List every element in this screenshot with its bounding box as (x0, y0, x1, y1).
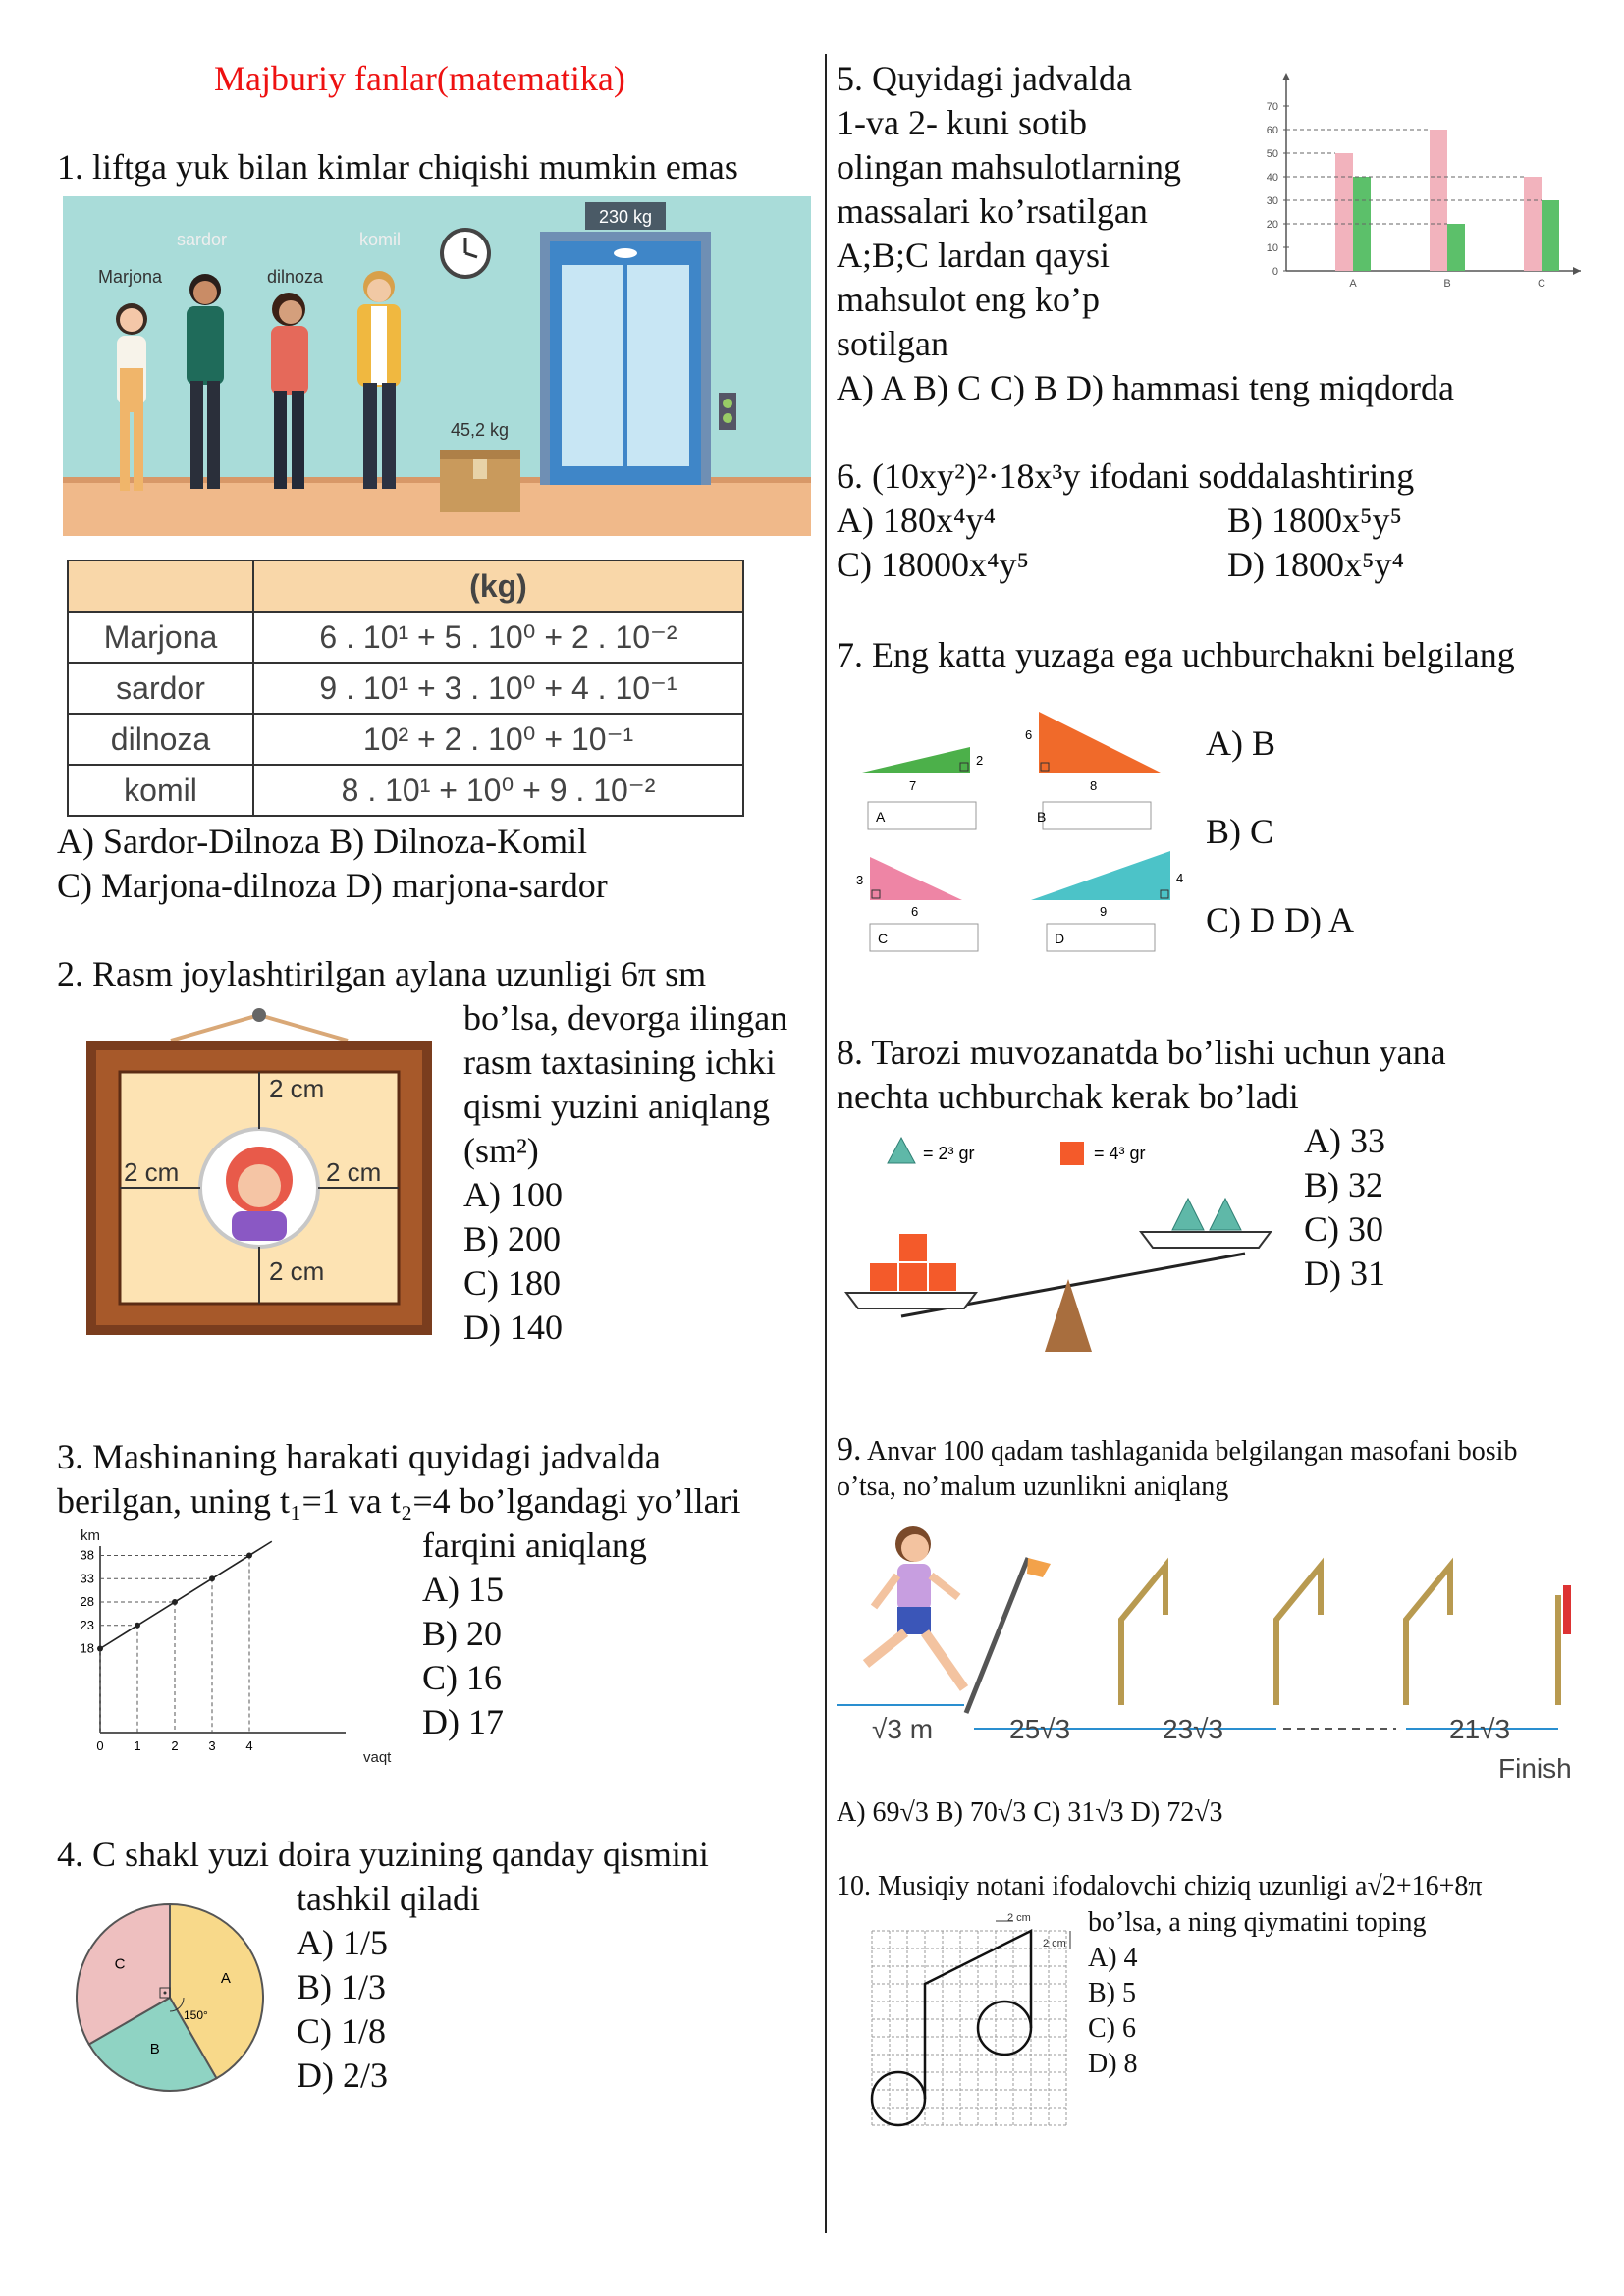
table-cell: Marjona (68, 612, 253, 663)
y-axis-label: km (81, 1527, 100, 1544)
grid-label: 2 cm (1007, 1912, 1031, 1924)
balance-scale (842, 1134, 1284, 1360)
q4-line2: tashkil qiladi (297, 1879, 480, 1918)
bar (1542, 200, 1559, 271)
bar (1524, 177, 1542, 271)
q7-option-line: C) D D) A (1206, 900, 1354, 939)
track-label: √3 m (872, 1714, 934, 1744)
y-tick-label: 33 (80, 1571, 94, 1586)
weights-table (67, 560, 744, 817)
q9-line2: o’tsa, no’malum uzunlikni aniqlang (837, 1471, 1229, 1502)
y-tick-label: 60 (1266, 125, 1278, 136)
q3-line3: farqini aniqlang (422, 1525, 647, 1565)
q1-text: 1. liftga yuk bilan kimlar chiqishi mumkin emas (57, 147, 738, 187)
q5-text-line: olingan mahsulotlarning (837, 147, 1181, 187)
q8-line1: 8. Tarozi muvozanatda bo’lishi uchun yana (837, 1033, 1446, 1072)
q3-line2: berilgan, uning t₁=1 va t₂=4 bo’lgandagi yo’llari (57, 1481, 741, 1521)
triangles-figure (854, 712, 1198, 957)
q4-option-d: D) 2/3 (297, 2056, 388, 2095)
distance-time-chart (69, 1526, 412, 1782)
y-tick-label: 40 (1266, 172, 1278, 184)
note-head (872, 2072, 925, 2125)
triangle-b (1039, 712, 1161, 773)
q5-text-line: sotilgan (837, 324, 948, 363)
answer-box-b (1043, 802, 1151, 829)
y-tick-label: 30 (1266, 195, 1278, 207)
q3-line1: 3. Mashinaning harakati quyidagi jadvalda (57, 1437, 661, 1476)
frame-dim-label: 2 cm (269, 1256, 325, 1286)
triangle-height: 4 (1176, 871, 1184, 885)
triangle-label: D (1055, 931, 1065, 946)
start-flag-pole (966, 1558, 1028, 1713)
person-label: sardor (177, 230, 228, 249)
table-cell: komil (68, 765, 253, 816)
frame-illustration (82, 1001, 436, 1345)
q1-options-line1: A) Sardor-Dilnoza B) Dilnoza-Komil (57, 822, 588, 861)
q4-option-a: A) 1/5 (297, 1923, 388, 1962)
triangle-label: C (878, 931, 889, 946)
grid-label: 2 cm (1043, 1938, 1066, 1949)
triangle-base: 8 (1090, 778, 1098, 793)
q1-options-line2: C) Marjona-dilnoza D) marjona-sardor (57, 866, 608, 905)
elevator (540, 232, 711, 485)
q10-option-d: D) 8 (1088, 2049, 1138, 2079)
table-cell: 8 . 10¹ + 10⁰ + 9 . 10⁻² (253, 765, 743, 816)
q5-text-line: massalari ko’rsatilgan (837, 191, 1148, 231)
triangle-label: B (1037, 809, 1047, 825)
q7-text: 7. Eng katta yuzaga ega uchburchakni belgilang (837, 635, 1515, 674)
frame-dim-label: 2 cm (269, 1074, 325, 1103)
triangle-d (1031, 851, 1170, 900)
q2-text-line: bo’lsa, devorga ilingan (463, 998, 788, 1038)
x-tick-label: B (1443, 278, 1451, 290)
finish-label: Finish (1498, 1753, 1572, 1784)
q10-option-c: C) 6 (1088, 2013, 1136, 2044)
q3-option-d: D) 17 (422, 1702, 504, 1741)
note-head (978, 2002, 1031, 2055)
table-cell: dilnoza (68, 714, 253, 765)
q6-text: 6. (10xy²)²·18x³y ifodani soddalashtiring (837, 456, 1415, 496)
q3-option-a: A) 15 (422, 1570, 504, 1609)
triangle-base: 7 (909, 778, 917, 793)
triangle-a (862, 747, 970, 773)
slice-label: C (114, 1955, 126, 1973)
q8-option-c: C) 30 (1304, 1209, 1383, 1249)
y-tick-label: 23 (80, 1617, 94, 1632)
q4-option-c: C) 1/8 (297, 2011, 387, 2051)
x-tick-label: 1 (134, 1738, 141, 1753)
q2-option-c: C) 180 (463, 1263, 561, 1303)
y-tick-label: 70 (1266, 101, 1278, 113)
table-header: (kg) (253, 561, 743, 612)
q2-option-a: A) 100 (463, 1175, 563, 1214)
running-track-figure (837, 1517, 1602, 1796)
q2-line1: 2. Rasm joylashtirilgan aylana uzunligi 6π sm (57, 954, 707, 993)
legend-triangle: = 2³ gr (923, 1144, 975, 1163)
x-tick-label: 3 (208, 1738, 216, 1753)
x-axis-arrow (1573, 267, 1581, 275)
music-note-figure (854, 1909, 1080, 2135)
q10-option-b: B) 5 (1088, 1978, 1136, 2008)
page-title: Majburiy fanlar(matematika) (214, 59, 625, 98)
q4-line1: 4. C shakl yuzi doira yuzining qanday qismini (57, 1835, 709, 1874)
triangle-c (870, 857, 962, 900)
box-icon (440, 450, 520, 512)
q2-option-b: B) 200 (463, 1219, 561, 1258)
box-weight: 45,2 kg (451, 420, 510, 440)
q8-line2: nechta uchburchak kerak bo’ladi (837, 1077, 1299, 1116)
q3-option-c: C) 16 (422, 1658, 502, 1697)
q8-option-b: B) 32 (1304, 1165, 1383, 1204)
q10-line2: bo’lsa, a ning qiymatini toping (1088, 1907, 1427, 1938)
q4-option-b: B) 1/3 (297, 1967, 387, 2006)
bar (1447, 224, 1465, 271)
pie-chart (67, 1895, 273, 2101)
frame-dim-label: 2 cm (326, 1157, 382, 1187)
q2-text-line: qismi yuzini aniqlang (463, 1087, 770, 1126)
person-label: Marjona (98, 267, 163, 287)
clock-icon (442, 230, 489, 277)
legend-square: = 4³ gr (1094, 1144, 1146, 1163)
x-tick-label: 0 (96, 1738, 104, 1753)
triangle-height: 6 (1025, 727, 1033, 742)
q8-option-d: D) 31 (1304, 1254, 1385, 1293)
y-tick-label: 38 (80, 1547, 94, 1563)
q7-option-line: B) C (1206, 812, 1274, 851)
q5-options: A) A B) C C) B D) hammasi teng miqdorda (837, 368, 1454, 407)
track-label: 23√3 (1163, 1714, 1224, 1744)
q6-option-b: B) 1800x⁵y⁵ (1227, 501, 1403, 540)
table-cell: 6 . 10¹ + 5 . 10⁰ + 2 . 10⁻² (253, 612, 743, 663)
q2-text-line: rasm taxtasining ichki (463, 1042, 776, 1082)
angle-label: 150° (184, 2008, 208, 2022)
q2-unit: (sm²) (463, 1131, 539, 1170)
runner-icon (866, 1526, 964, 1688)
q10-line1: 10. Musiqiy notani ifodalovchi chiziq uzunligi a√2+16+8π (837, 1871, 1483, 1901)
frame-dim-label: 2 cm (124, 1157, 180, 1187)
table-cell: sardor (68, 663, 253, 714)
q6-option-a: A) 180x⁴y⁴ (837, 501, 997, 540)
triangle-base: 9 (1100, 904, 1108, 919)
column-divider (825, 54, 827, 2233)
table-cell: 10² + 2 . 10⁰ + 10⁻¹ (253, 714, 743, 765)
y-tick-label: 18 (80, 1640, 94, 1656)
q5-text-line: A;B;C lardan qaysi (837, 236, 1110, 275)
q2-option-d: D) 140 (463, 1308, 563, 1347)
y-tick-label: 10 (1266, 242, 1278, 254)
x-tick-label: C (1538, 278, 1545, 290)
q10-option-a: A) 4 (1088, 1943, 1138, 1973)
q5-text-line: 1-va 2- kuni sotib (837, 103, 1087, 142)
series-line (100, 1541, 272, 1648)
finish-marker (1563, 1585, 1571, 1634)
y-axis-arrow (1282, 73, 1290, 80)
x-axis-label: vaqt (363, 1749, 392, 1766)
triangle-base: 6 (911, 904, 919, 919)
q8-option-a: A) 33 (1304, 1121, 1385, 1160)
elevator-button-panel (719, 393, 736, 430)
slice-label: A (220, 1969, 231, 1987)
y-tick-label: 50 (1266, 148, 1278, 160)
slice-label: B (149, 2040, 160, 2057)
elevator-capacity: 230 kg (598, 207, 653, 227)
person-label: dilnoza (267, 267, 324, 287)
elevator-illustration (63, 196, 811, 536)
table-cell: 9 . 10¹ + 3 . 10⁰ + 4 . 10⁻¹ (253, 663, 743, 714)
person-label: komil (359, 230, 402, 249)
y-tick-label: 28 (80, 1594, 94, 1609)
x-tick-label: 4 (245, 1738, 253, 1753)
bar-chart (1247, 57, 1600, 302)
q3-option-b: B) 20 (422, 1614, 502, 1653)
track-label: 25√3 (1009, 1714, 1071, 1744)
x-tick-label: 2 (171, 1738, 179, 1753)
q6-option-c: C) 18000x⁴y⁵ (837, 545, 1030, 584)
q9-line1: 9. Anvar 100 qadam tashlaganida belgilangan masofani bosib (837, 1431, 1518, 1468)
y-tick-label: 20 (1266, 219, 1278, 231)
q5-text-line: 5. Quyidagi jadvalda (837, 59, 1132, 98)
track-label: 21√3 (1449, 1714, 1511, 1744)
q9-options: A) 69√3 B) 70√3 C) 31√3 D) 72√3 (837, 1797, 1223, 1828)
triangle-weight-icon (888, 1138, 915, 1163)
y-tick-label: 0 (1272, 266, 1278, 278)
triangle-label: A (876, 809, 886, 825)
q5-text-line: mahsulot eng ko’p (837, 280, 1100, 319)
triangle-height: 2 (976, 753, 984, 768)
x-tick-label: A (1349, 278, 1357, 290)
square-weight-icon (1060, 1142, 1084, 1165)
q7-option-line: A) B (1206, 723, 1275, 763)
bar (1335, 153, 1353, 271)
right-angle-dot (164, 1992, 167, 1995)
triangle-height: 3 (856, 873, 864, 887)
q6-option-d: D) 1800x⁵y⁴ (1227, 545, 1405, 584)
